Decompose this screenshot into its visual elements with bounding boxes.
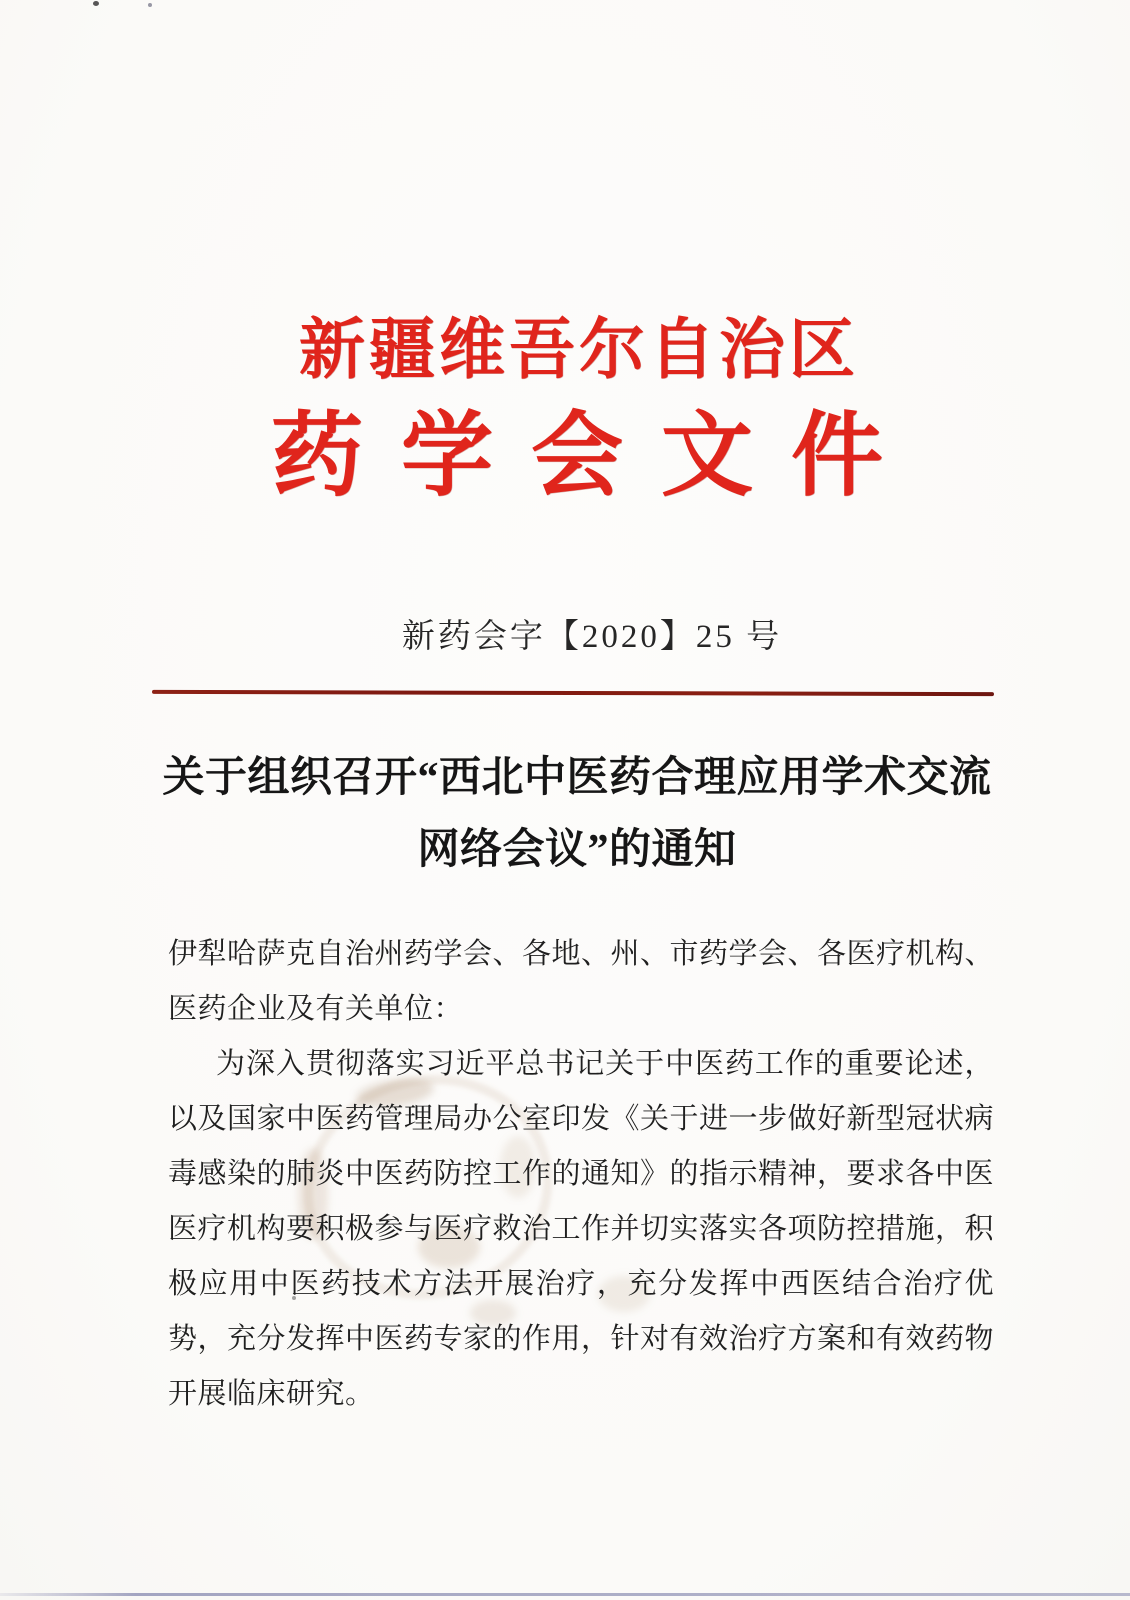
org-name-line1: 新疆维吾尔自治区 bbox=[299, 314, 859, 387]
document-letterhead bbox=[24, 314, 1130, 507]
salutation: 伊犁哈萨克自治州药学会、各地、州、市药学会、各医疗机构、医药企业及有关单位： bbox=[168, 938, 995, 1025]
document-title-line2: 网络会议”的通知 bbox=[417, 827, 737, 873]
org-name-line2: 药学会文件 bbox=[270, 405, 921, 507]
doc-number: 新药会字【2020】25 号 bbox=[401, 619, 783, 655]
scan-speck bbox=[148, 3, 152, 7]
document-body bbox=[168, 927, 994, 1422]
document-title-line1: 关于组织召开“西北中医药合理应用学术交流 bbox=[162, 755, 992, 801]
body-paragraph: 为深入贯彻落实习近平总书记关于中医药工作的重要论述，以及国家中医药管理局办公室印发《关于进一步做好新型冠状病毒感染的肺炎中医药防控工作的通知》的指示精神，要求各中医医疗机构要积极参与医疗救治工作并切实落实各项防控措施，积极应用中医药技术方法开展治疗，充分发挥中西医结合治疗优势，充分发挥中医药专家的作用，针对有效治疗方案和有效药物开展临床研究。 bbox=[168, 1048, 995, 1410]
scan-speck bbox=[93, 1, 99, 6]
document-title bbox=[24, 742, 1130, 886]
scan-edge-line bbox=[0, 1593, 1130, 1596]
red-separator-line bbox=[152, 690, 994, 696]
